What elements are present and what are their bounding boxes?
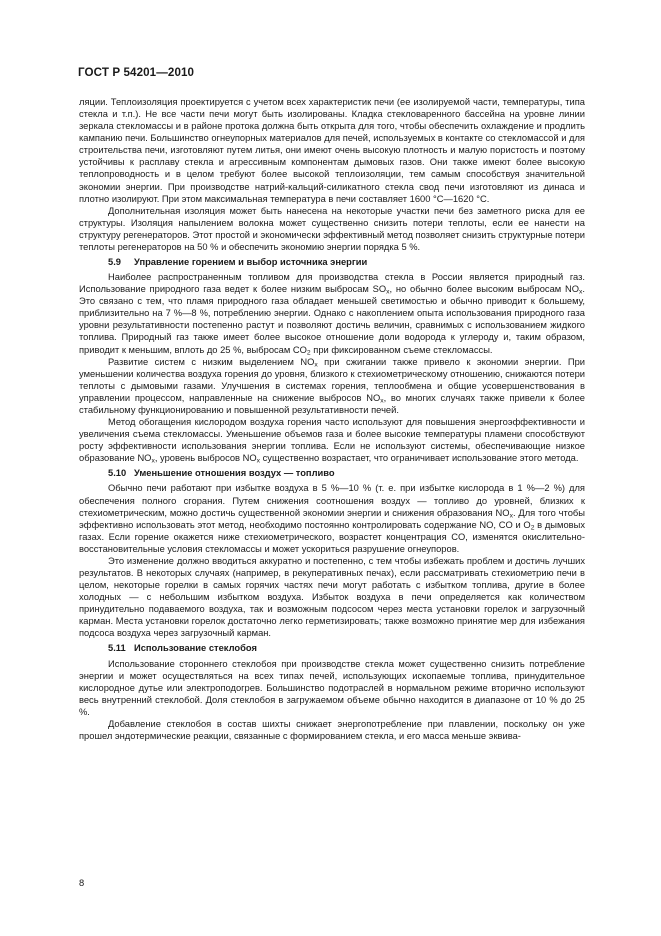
document-body	[79, 96, 585, 742]
section-title: Управление горением и выбор источника энергии	[134, 257, 368, 268]
paragraph	[79, 356, 585, 416]
page-number: 8	[79, 878, 85, 888]
subscript: x	[380, 397, 384, 405]
paragraph: Добавление стеклобоя в состав шихты снижает энергопотребление при плавлении, поскольку он уже прошел эндотермические реакции, связанные с формированием стекла, и его масса меньше эквива-	[79, 718, 585, 741]
paragraph: Это изменение должно вводиться аккуратно и постепенно, с тем чтобы избежать проблем и достичь лучших результатов. В некоторых случаях (например, в рекуперативных печах), если рассматривать стехиометрию печи в целом, некоторые горелки в самых горячих частях печи могут работать с избытком топлива, другие в более холодных — с небольшим избытком воздуха. Избыток воздуха в печи определяется как количеством принудительно подаваемого воздуха, так и возможным подсосом через места установки горелок и загрузочный карман. Места установки горелок достаточно легко герметизировать; также возможно принятие мер для избежания подсоса воздуха через загрузочный карман.	[79, 555, 585, 639]
section-heading-5-9	[79, 256, 585, 268]
text-run: при фиксированном съеме стекломассы.	[310, 344, 493, 355]
text-run: Развитие систем с низким выделением NO	[108, 356, 315, 367]
text-run: Метод обогащения кислородом воздуха горения часто используют для повышения энергоэффективности и увеличения съема стекломассы. Уменьшение объемов газа и более высокие температуры пламени способствуют росту эффективности использования энергии топлива. Если не используют системы, обеспечивающие низкое образование NO	[79, 417, 585, 464]
text-run: . Для того чтобы эффективно использовать этот метод, необходимо постоянно контролировать содержание NO, CO и O	[79, 507, 585, 530]
subscript: x	[256, 457, 260, 465]
section-title: Использование стеклобоя	[134, 643, 257, 654]
section-heading-5-11	[79, 642, 585, 654]
paragraph	[79, 271, 585, 356]
paragraph: Дополнительная изоляция может быть нанесена на некоторые участки печи без заметного риска для ее структуры. Изоляция напылением волокна может существенно снизить потери теплоты, если ее нанести на структуру регенераторов. Этот простой и экономически эффективный метод позволяет снизить структурные потери теплоты регенераторов на 50 % и обеспечить экономию энергии порядка 5 %.	[79, 205, 585, 252]
subscript: 2	[530, 524, 535, 531]
subscript: x	[151, 457, 155, 465]
subscript: x	[314, 360, 318, 368]
text-run: , во многих случаях также привели к более стабильному функционированию и повышенной результативности печей.	[79, 392, 585, 415]
text-run: при сжигании также привело к экономии энергии. При уменьшении количества воздуха горения до уровня, близкого к стехиометрическому отношению, снижаются потери теплоты с дымовыми газами. Улучшения в системах горения, теплообмена и общие усовершенствования в управлении процессом, направленные на снижение выбросов NO	[79, 356, 585, 403]
subscript: x	[386, 288, 390, 296]
subscript: x	[509, 511, 513, 519]
paragraph	[79, 416, 585, 464]
text-run: Обычно печи работают при избытке воздуха в 5 %—10 % (т. е. при избытке кислорода в 1 %—2 %) для обеспечения полного сгорания. Путем снижения соотношения воздух — топливо до уровней, близких к стехиометрическим, можно достичь существенной экономии энергии и снижения образования NO	[79, 483, 585, 518]
paragraph: Использование стороннего стеклобоя при производстве стекла может существенно снизить потребление энергии и может осуществляться на всех типах печей, использующих ископаемые топлива, принудительное кислородное дутье или электроподогрев. Большинство подотраслей в нормальном режиме вторично используют весь внутренний стеклобой. Доля стеклобоя в загружаемом объеме обычно находится в диапазоне от 10 % до 25 %.	[79, 658, 585, 717]
text-run: существенно возрастает, что ограничивает использование этого метода.	[260, 453, 579, 464]
document-header: ГОСТ Р 54201—2010	[78, 66, 195, 79]
section-number: 5.10	[108, 468, 127, 479]
text-run: , уровень выбросов NO	[154, 453, 257, 464]
section-number: 5.9	[108, 257, 121, 268]
section-title: Уменьшение отношения воздух — топливо	[134, 468, 335, 479]
section-number: 5.11	[108, 643, 126, 654]
subscript: x	[579, 288, 583, 296]
text-run: , но обычно более высоким выбросам NO	[389, 284, 580, 295]
text-run: в дымовых газах. Если горение окажется ниже стехиометрического, возрастет концентрация CO, изменятся окислительно-восстановительные условия стекломассы и может ускориться разрушение огнеупоров.	[79, 519, 585, 554]
subscript: 2	[306, 348, 311, 356]
section-heading-5-10	[79, 467, 585, 479]
paragraph: ляции. Теплоизоляция проектируется с учетом всех характеристик печи (ее изолируемой части, температуры, типа стекла и т.п.). Не все части печи могут быть изолированы. Кладка стекловаренного бассейна на уровне линии зеркала стекломассы и в районе протока должна быть открыта для того, чтобы обеспечить охлаждение и продлить кампанию печи. Большинство огнеупорных материалов для печей, используемых в контакте со стекломассой и для строительства печи, изготовляют путем литья, они имеют очень высокую плотность и малую пористость и поэтому устойчивы к расплаву стекла и агрессивным компонентам дымовых газов. Они также имеют более высокую теплопроводность и в целом требуют более высокой теплоизоляции, тем самым способствуя значительной экономии энергии. При производстве натрий-кальций-силикатного стекла свод печи изготовляют из динаса и плотно изолируют. При этом максимальная температура в печи составляет 1600 °С—1620 °С.	[79, 97, 585, 204]
paragraph	[79, 482, 585, 554]
text-run: Наиболее распространенным топливом для производства стекла в России является природный газ. Использование природного газа ведет к более низким выбросам SO	[79, 272, 585, 295]
text-run: . Это связано с тем, что пламя природного газа обладает меньшей светимостью и обычно приводит к большему, приблизительно на 7 %—8 %, потреблению энергии. Однако с накоплением опыта использования природного газа уровни результативности постепенно растут и позволяют достичь величин, сравнимых с использованием жидкого топлива. Природный газ также имеет более высокое отношение доли водорода к углероду и, таким образом, приводит к меньшим, вплоть до 25 %, выбросам CO	[79, 284, 585, 355]
